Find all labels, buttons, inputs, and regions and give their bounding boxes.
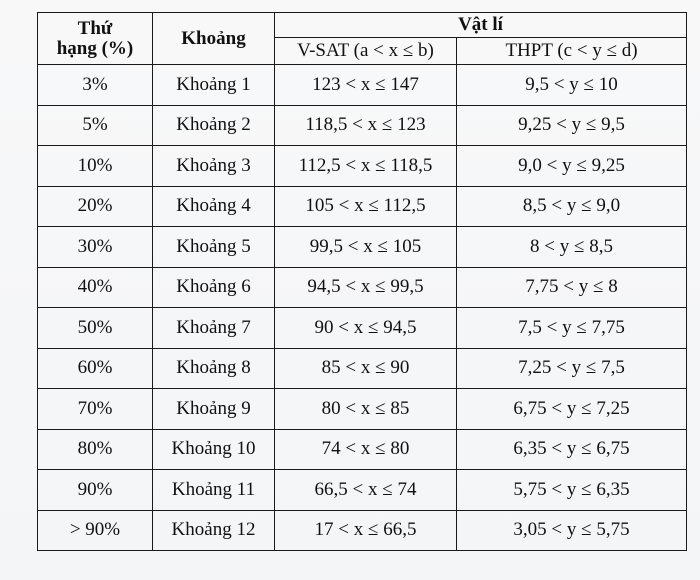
cell-vsat: 74 < x ≤ 80 <box>275 429 457 470</box>
cell-thpt: 7,75 < y ≤ 8 <box>457 267 687 308</box>
cell-range: Khoảng 3 <box>153 146 275 187</box>
cell-thpt: 7,5 < y ≤ 7,75 <box>457 308 687 349</box>
cell-vsat: 85 < x ≤ 90 <box>275 348 457 389</box>
cell-vsat: 94,5 < x ≤ 99,5 <box>275 267 457 308</box>
cell-rank: 90% <box>38 470 153 511</box>
cell-range: Khoảng 9 <box>153 389 275 430</box>
table-row <box>38 470 687 511</box>
table-row <box>38 308 687 349</box>
table-row <box>38 65 687 106</box>
cell-vsat: 66,5 < x ≤ 74 <box>275 470 457 511</box>
cell-rank: > 90% <box>38 510 153 551</box>
cell-thpt: 7,25 < y ≤ 7,5 <box>457 348 687 389</box>
cell-rank: 30% <box>38 227 153 268</box>
cell-range: Khoảng 5 <box>153 227 275 268</box>
table-row <box>38 510 687 551</box>
cell-thpt: 9,0 < y ≤ 9,25 <box>457 146 687 187</box>
cell-thpt: 8 < y ≤ 8,5 <box>457 227 687 268</box>
cell-vsat: 90 < x ≤ 94,5 <box>275 308 457 349</box>
table-row <box>38 105 687 146</box>
table-body <box>38 65 687 551</box>
cell-rank: 80% <box>38 429 153 470</box>
header-vsat: V-SAT (a < x ≤ b) <box>275 38 457 65</box>
cell-vsat: 112,5 < x ≤ 118,5 <box>275 146 457 187</box>
cell-range: Khoảng 4 <box>153 186 275 227</box>
cell-range: Khoảng 10 <box>153 429 275 470</box>
cell-rank: 40% <box>38 267 153 308</box>
cell-range: Khoảng 12 <box>153 510 275 551</box>
header-rank: Thứ hạng (%) <box>38 13 153 65</box>
table-row <box>38 227 687 268</box>
cell-rank: 3% <box>38 65 153 106</box>
score-conversion-table <box>37 12 687 551</box>
cell-vsat: 105 < x ≤ 112,5 <box>275 186 457 227</box>
cell-vsat: 123 < x ≤ 147 <box>275 65 457 106</box>
cell-rank: 5% <box>38 105 153 146</box>
cell-range: Khoảng 11 <box>153 470 275 511</box>
cell-range: Khoảng 6 <box>153 267 275 308</box>
table-row <box>38 348 687 389</box>
cell-rank: 20% <box>38 186 153 227</box>
table-row <box>38 267 687 308</box>
cell-rank: 60% <box>38 348 153 389</box>
header-subject: Vật lí <box>275 13 687 38</box>
cell-rank: 70% <box>38 389 153 430</box>
cell-rank: 10% <box>38 146 153 187</box>
table-row <box>38 429 687 470</box>
cell-vsat: 17 < x ≤ 66,5 <box>275 510 457 551</box>
cell-thpt: 5,75 < y ≤ 6,35 <box>457 470 687 511</box>
header-range: Khoảng <box>153 13 275 65</box>
cell-thpt: 9,5 < y ≤ 10 <box>457 65 687 106</box>
cell-range: Khoảng 7 <box>153 308 275 349</box>
cell-range: Khoảng 1 <box>153 65 275 106</box>
cell-thpt: 8,5 < y ≤ 9,0 <box>457 186 687 227</box>
cell-thpt: 9,25 < y ≤ 9,5 <box>457 105 687 146</box>
cell-thpt: 3,05 < y ≤ 5,75 <box>457 510 687 551</box>
table-row <box>38 146 687 187</box>
cell-rank: 50% <box>38 308 153 349</box>
cell-vsat: 80 < x ≤ 85 <box>275 389 457 430</box>
cell-vsat: 118,5 < x ≤ 123 <box>275 105 457 146</box>
cell-range: Khoảng 2 <box>153 105 275 146</box>
header-thpt: THPT (c < y ≤ d) <box>457 38 687 65</box>
cell-thpt: 6,75 < y ≤ 7,25 <box>457 389 687 430</box>
cell-thpt: 6,35 < y ≤ 6,75 <box>457 429 687 470</box>
cell-range: Khoảng 8 <box>153 348 275 389</box>
table-row <box>38 186 687 227</box>
cell-vsat: 99,5 < x ≤ 105 <box>275 227 457 268</box>
table-row <box>38 389 687 430</box>
